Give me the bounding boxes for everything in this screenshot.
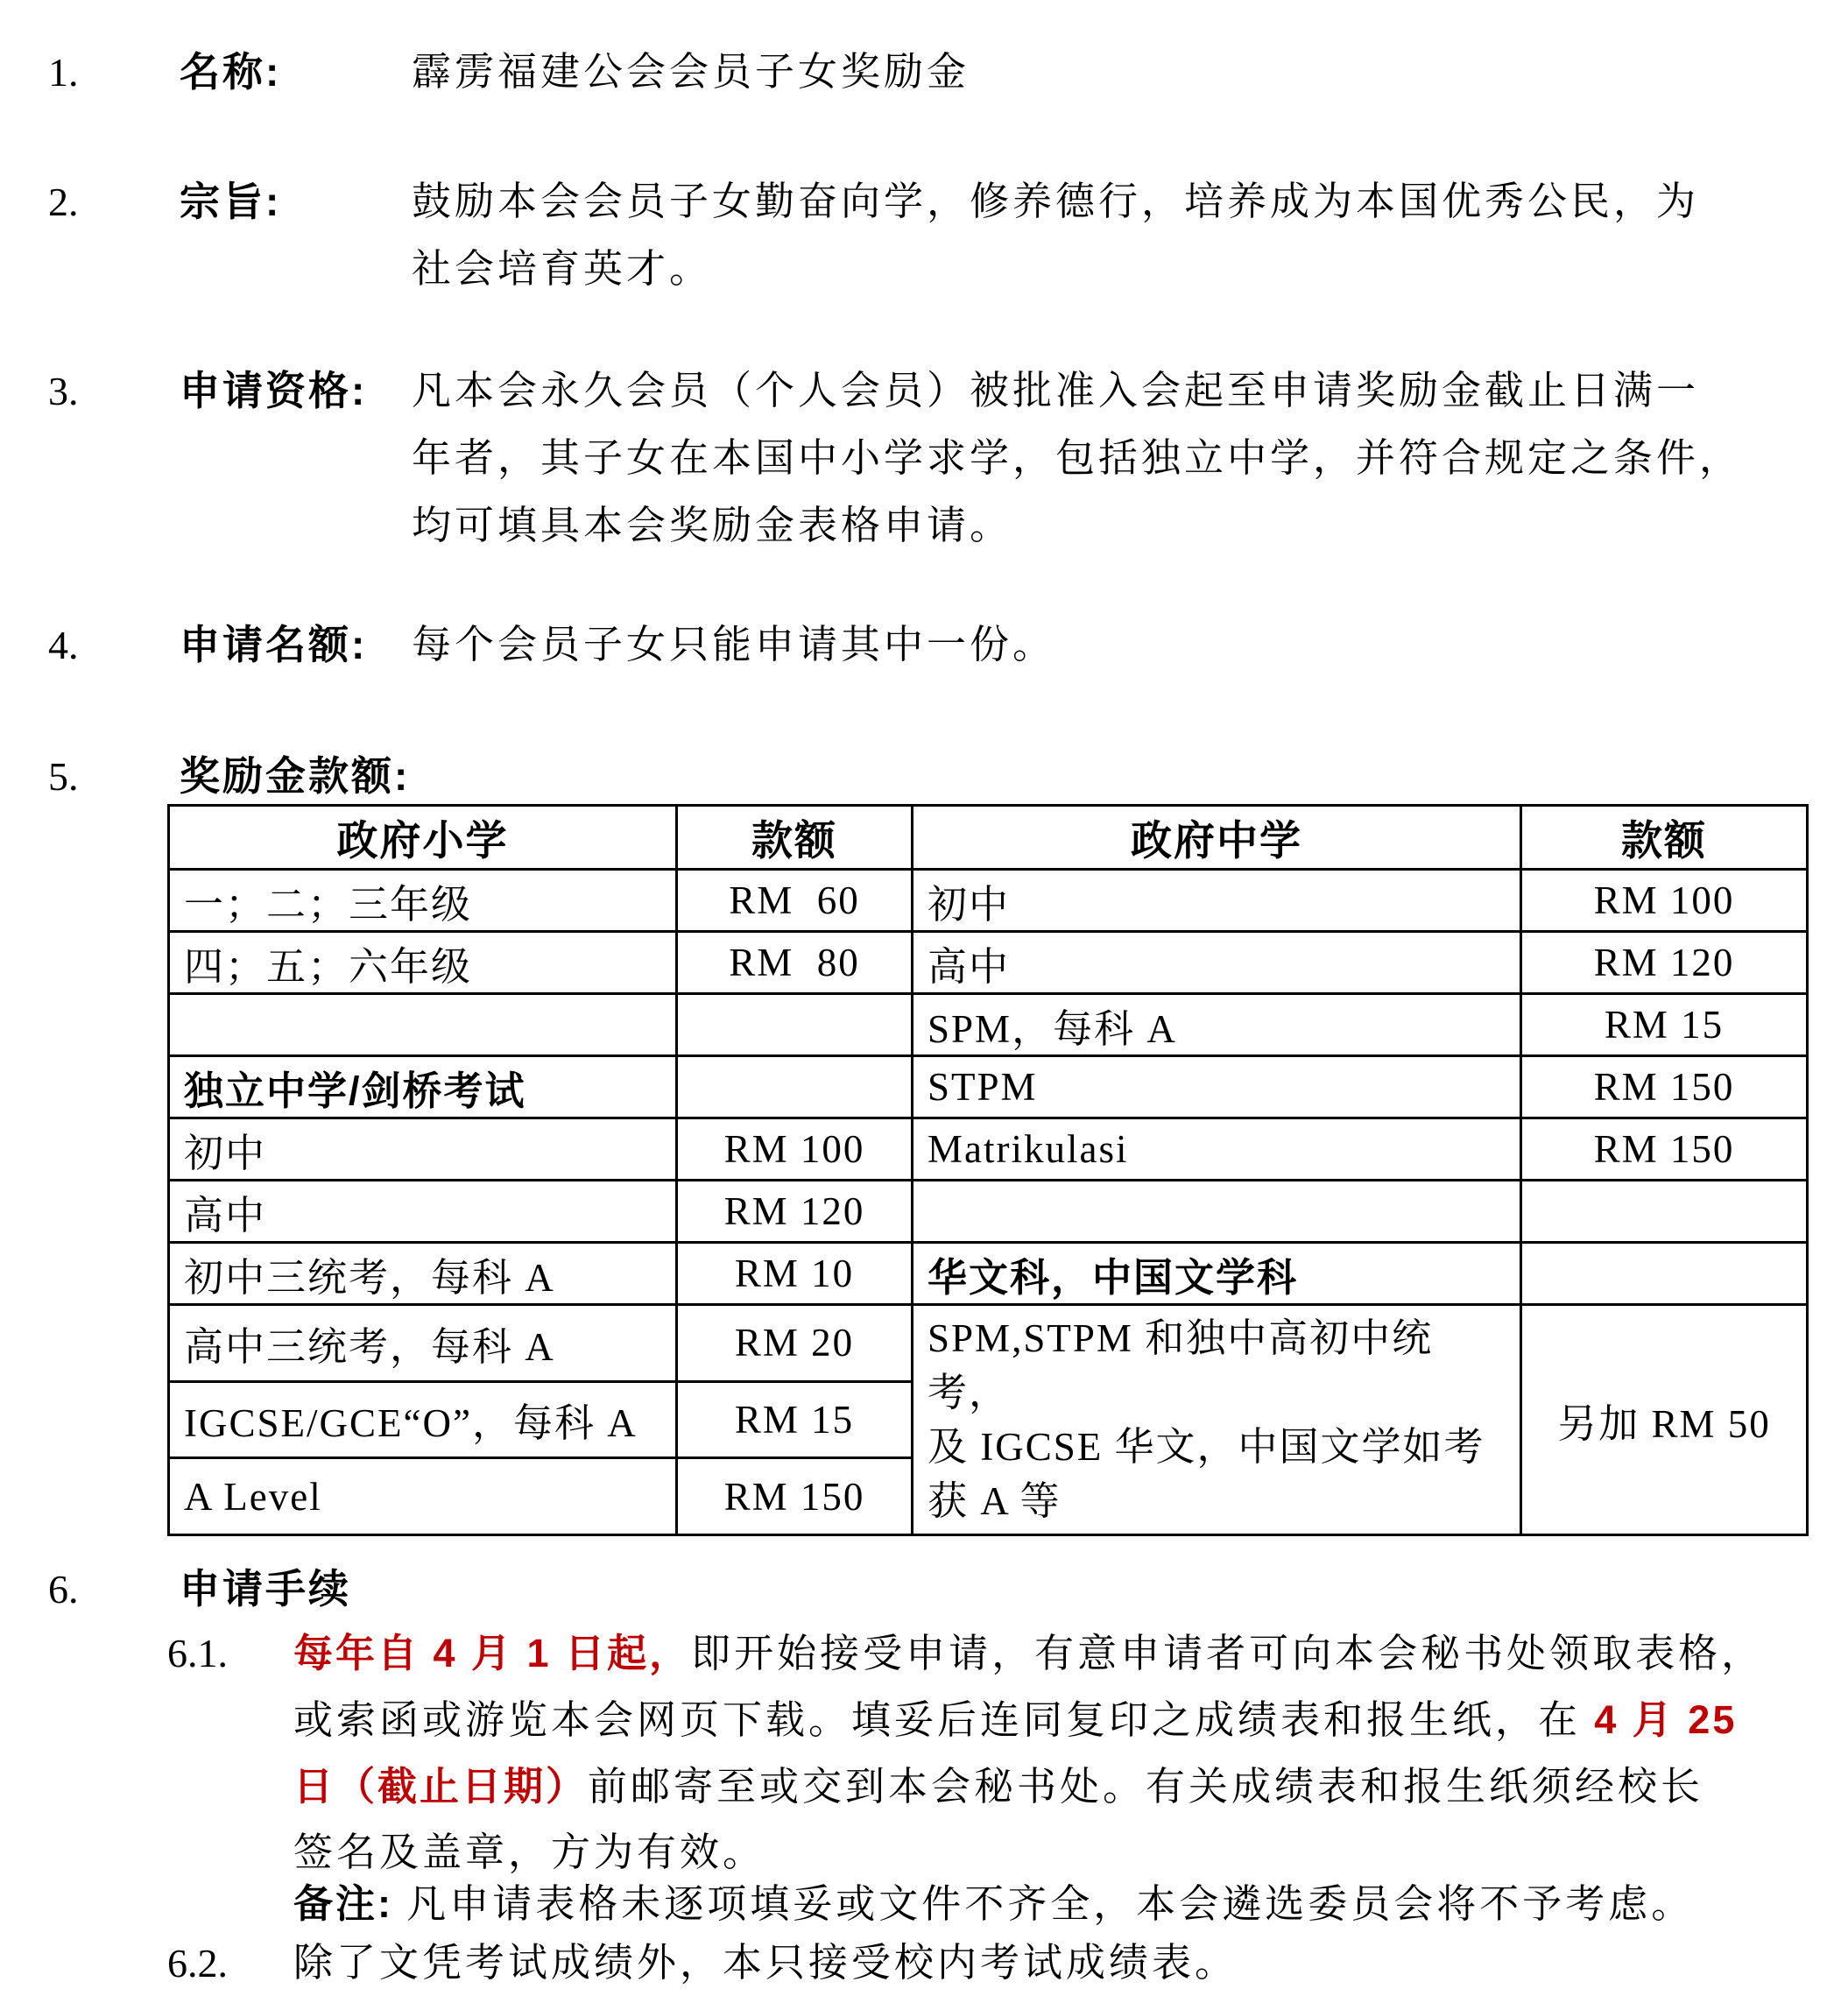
section-content: [412, 168, 1778, 303]
body-text: 凡本会永久会员（个人会员）被批准入会起至申请奖励金截止日满一: [412, 369, 1700, 413]
table-cell: 一；二；三年级: [169, 870, 677, 932]
highlighted-text: 日（截止日期）: [293, 1764, 589, 1809]
text-line: [293, 1687, 1782, 1753]
section-label: 申请资格:: [180, 368, 368, 413]
table-cell: RM 120: [677, 1181, 913, 1243]
text-line: [412, 236, 1778, 303]
section-number: 4.: [48, 623, 79, 667]
text-line: [293, 1620, 1782, 1687]
table-cell: A Level: [169, 1458, 677, 1535]
scholarship-amount-table: [167, 804, 1809, 1536]
table-row: [169, 1243, 1808, 1305]
body-text: 社会培育英才。: [412, 247, 713, 291]
text-line: [412, 611, 1778, 679]
table-cell: RM 150: [1521, 1118, 1808, 1181]
text-line: [412, 39, 1778, 106]
table-cell: [1521, 1181, 1808, 1243]
section-label: 名称:: [180, 49, 282, 95]
section-content: [412, 357, 1778, 560]
table-cell: 初中: [169, 1118, 677, 1181]
table-cell: 高中: [169, 1181, 677, 1243]
body-text: 鼓励本会会员子女勤奋向学，修养德行，培养成为本国优秀公民，为: [412, 180, 1700, 223]
table-row: [169, 1118, 1808, 1181]
item-number: 6.2.: [167, 1941, 228, 1985]
table-cell: [1521, 1243, 1808, 1305]
table-header-row: [169, 806, 1808, 870]
table-cell: RM 150: [677, 1458, 913, 1535]
text-line: [412, 168, 1778, 236]
table-cell: RM 15: [1521, 994, 1808, 1056]
section-label: 宗旨:: [180, 179, 282, 224]
text-line: [412, 425, 1778, 492]
section-number: 6.: [48, 1567, 79, 1612]
body-text: 或索函或游览本会网页下载。填妥后连同复印之成绩表和报生纸，在: [293, 1698, 1595, 1742]
table-cell: RM 150: [1521, 1056, 1808, 1118]
text-line: [412, 357, 1778, 425]
table-cell: [677, 994, 913, 1056]
table-cell: 华文科，中国文学科: [913, 1243, 1521, 1305]
table-cell: 初中: [913, 870, 1521, 932]
table-row: [169, 1305, 1808, 1382]
body-text: 年者，其子女在本国中小学求学，包括独立中学，并符合规定之条件，: [412, 436, 1743, 480]
table-row: [169, 1056, 1808, 1118]
body-text: 前邮寄至或交到本会秘书处。有关成绩表和报生纸须经校长: [588, 1765, 1704, 1809]
text-line: [293, 1871, 1782, 1937]
table-row: [169, 932, 1808, 994]
note-content: [293, 1871, 1782, 1937]
header-amount-1: 款额: [677, 806, 913, 870]
item-number: 6.1.: [167, 1631, 228, 1675]
bold-text: 备注:: [293, 1881, 393, 1926]
table-cell: 独立中学/剑桥考试: [169, 1056, 677, 1118]
section-content: [412, 39, 1778, 106]
table-cell: STPM: [913, 1056, 1521, 1118]
table-cell: RM 60: [677, 870, 913, 932]
header-govt-primary: 政府小学: [169, 806, 677, 870]
body-text: 凡申请表格未逐项填妥或文件不齐全，本会遴选委员会将不予考虑。: [393, 1882, 1695, 1926]
text-line: [293, 1753, 1782, 1820]
item-content: [293, 1620, 1782, 1886]
table-row: [169, 994, 1808, 1056]
body-text: 除了文凭考试成绩外，本只接受校内考试成绩表。: [293, 1941, 1238, 1985]
header-govt-secondary: 政府中学: [913, 806, 1521, 870]
text-line: [412, 492, 1778, 560]
body-text: 均可填具本会奖励金表格申请。: [412, 504, 1013, 547]
section-label: 申请手续: [180, 1566, 351, 1612]
section-number: 2.: [48, 180, 79, 224]
item-content: [293, 1930, 1782, 1996]
table-cell: SPM，每科 A: [913, 994, 1521, 1056]
table-cell: [169, 994, 677, 1056]
section-number: 3.: [48, 369, 79, 413]
table-cell: 初中三统考，每科 A: [169, 1243, 677, 1305]
table-cell: SPM,STPM 和独中高初中统考， 及 IGCSE 华文，中国文学如考 获 A 等: [913, 1305, 1521, 1535]
table-cell: RM 100: [677, 1118, 913, 1181]
body-text: 签名及盖章，方为有效。: [293, 1830, 766, 1874]
body-text: 即开始接受申请，有意申请者可向本会秘书处领取表格，: [691, 1632, 1765, 1675]
table-cell: RM 80: [677, 932, 913, 994]
section-label: 申请名额:: [180, 622, 368, 667]
table-cell: RM 10: [677, 1243, 913, 1305]
table-cell: RM 20: [677, 1305, 913, 1382]
table-row: [169, 870, 1808, 932]
table-row: [169, 1181, 1808, 1243]
table-cell: [913, 1181, 1521, 1243]
header-amount-2: 款额: [1521, 806, 1808, 870]
section-content: [412, 611, 1778, 679]
highlighted-text: 4 月 25: [1594, 1697, 1738, 1742]
table-cell: 高中: [913, 932, 1521, 994]
section-number: 1.: [48, 50, 79, 95]
table-cell: Matrikulasi: [913, 1118, 1521, 1181]
table-cell: IGCSE/GCE“O”，每科 A: [169, 1381, 677, 1458]
highlighted-text: 每年自 4 月 1 日起，: [293, 1631, 692, 1675]
table-cell: RM 120: [1521, 932, 1808, 994]
section-label: 奖励金款额:: [180, 753, 411, 799]
body-text: 每个会员子女只能申请其中一份。: [412, 623, 1056, 667]
table-cell: 高中三统考，每科 A: [169, 1305, 677, 1382]
table-cell: RM 15: [677, 1381, 913, 1458]
table-cell: RM 100: [1521, 870, 1808, 932]
section-number: 5.: [48, 754, 79, 799]
text-line: [293, 1930, 1782, 1996]
table-cell: 另加 RM 50: [1521, 1305, 1808, 1535]
body-text: 霹雳福建公会会员子女奖励金: [412, 50, 970, 94]
table-cell: [677, 1056, 913, 1118]
table-cell: 四；五；六年级: [169, 932, 677, 994]
